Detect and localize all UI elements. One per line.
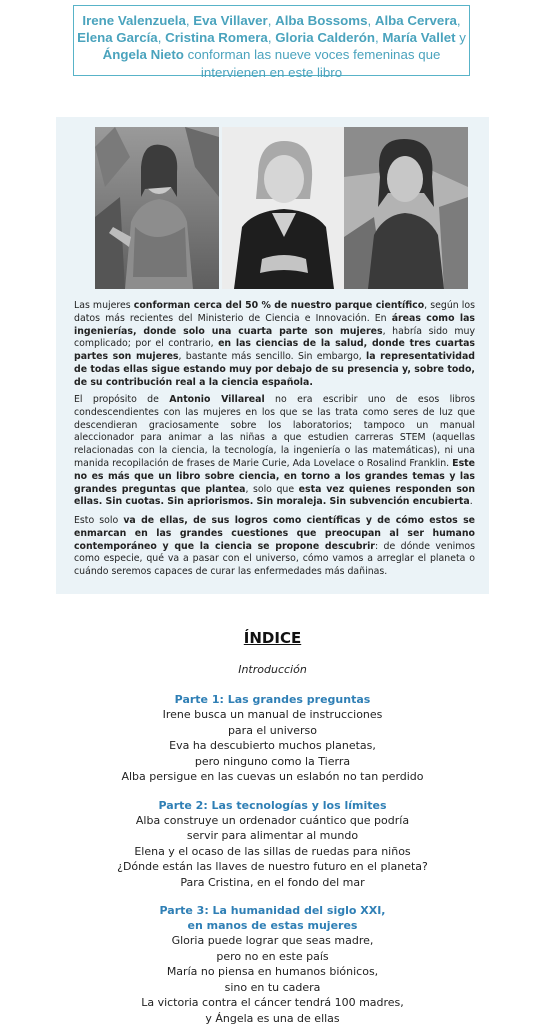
part-heading: en manos de estas mujeres (0, 918, 545, 933)
text-run: , bastante más sencillo. Sin embargo, (179, 351, 366, 362)
toc-part-1 (0, 692, 545, 785)
toc-entry: Irene busca un manual de instrucciones (0, 707, 545, 723)
toc-entry: Elena y el ocaso de las sillas de ruedas para niños (0, 844, 545, 860)
part-heading: Parte 2: Las tecnologías y los límites (0, 798, 545, 813)
toc-entry: sino en tu cadera (0, 980, 545, 996)
text-run: no era escribir uno de esos libros condescendientes con las mujeres en los que se las trata como seres de luz que descendieran graciosamente sobre los laboratorios; tampoco un manual aleccionador para animar a las niñas a que estudien carreras STEM (aquellas relacionadas con la ciencia, la tecnología, la ingeniería o las matemáticas), ni una manida recopilación de frases de Marie Curie, Ada Lovelace o Rosalind Franklin. (74, 394, 475, 469)
contributor-name: Eva Villaver (193, 13, 267, 28)
contributor-name: Irene Valenzuela (82, 13, 185, 28)
photo-woman-coast (344, 127, 468, 289)
contributor-name: Alba Bossoms (275, 13, 367, 28)
text-run: . (470, 496, 473, 507)
contributor-name: Gloria Calderón (275, 30, 375, 45)
toc-entry: Eva ha descubierto muchos planetas, (0, 738, 545, 754)
separator: , (367, 13, 374, 28)
text-run-bold: en las ciencias de la salud, donde tres cuartas partes son mujeres (74, 338, 475, 362)
separator: , (186, 13, 193, 28)
toc-entry: ¿Dónde están las llaves de nuestro futuro en el planeta? (0, 859, 545, 875)
text-run-bold: la representatividad de todas ellas sigue estando muy por debajo de su presencia y, sobre todo, de su contribución real a la ciencia española. (74, 351, 475, 388)
contributor-name: Elena García (77, 30, 158, 45)
toc-entry: Para Cristina, en el fondo del mar (0, 875, 545, 891)
contributor-name: Alba Cervera (375, 13, 457, 28)
text-run-bold: áreas como las ingenierías, donde solo una cuarta parte son mujeres (74, 313, 475, 337)
text-run: Esto solo (74, 515, 123, 526)
toc-entry: pero no en este país (0, 949, 545, 965)
toc-part-2 (0, 798, 545, 891)
separator: , (268, 13, 275, 28)
text-run: : de dónde venimos como especie, qué va a pasar con el universo, cómo vamos a arreglar el planeta o cuándo seremos capaces de curar las enfermedades más dañinas. (74, 541, 475, 578)
toc-entry: servir para alimentar al mundo (0, 828, 545, 844)
toc-entry: pero ninguno como la Tierra (0, 754, 545, 770)
contributors-box (73, 5, 470, 76)
photo-woman-outdoors (95, 127, 219, 289)
contributors-tail: conforman las nueve voces femeninas que intervienen en este libro (184, 47, 441, 79)
summary-panel (56, 117, 489, 594)
text-run: El propósito de (74, 394, 169, 405)
toc-entry: y Ángela es una de ellas (0, 1011, 545, 1026)
toc-part-3 (0, 903, 545, 1026)
text-run: , solo que (245, 484, 298, 495)
text-run: , según los datos más recientes del Ministerio de Ciencia e Innovación. En (74, 300, 475, 324)
toc-entry: Alba construye un ordenador cuántico que podría (0, 813, 545, 829)
photo-woman-blazer (222, 127, 346, 289)
text-run: , habría sido muy complicado; por el contrario, (74, 326, 475, 350)
contributor-name: Cristina Romera (165, 30, 268, 45)
text-run-bold: esta vez quienes responden son ellas. Sin cuotas. Sin apriorismos. Sin moraleja. Sin subvención encubierta (74, 484, 475, 508)
toc-introduction: Introducción (0, 663, 545, 677)
separator: , (457, 13, 461, 28)
toc-title: ÍNDICE (0, 628, 545, 648)
paragraph-purpose (74, 394, 475, 509)
separator: y (456, 30, 466, 45)
text-run-bold: va de ellas, de sus logros como científicas y de cómo estos se enmarcan en las grandes cuestiones que preocupan al ser humano contemporáneo y que la ciencia se propone descubrir (74, 515, 475, 552)
paragraph-representation (74, 300, 475, 390)
text-run-bold: Antonio Villareal (169, 394, 264, 405)
paragraph-scope (74, 515, 475, 579)
part-heading: Parte 3: La humanidad del siglo XXI, (0, 903, 545, 918)
toc-entry: Alba persigue en las cuevas un eslabón no tan perdido (0, 769, 545, 785)
toc-entry: La victoria contra el cáncer tendrá 100 madres, (0, 995, 545, 1011)
table-of-contents (0, 628, 545, 1026)
contributor-name: María Vallet (382, 30, 455, 45)
text-run-bold: conforman cerca del 50 % de nuestro parque científico (134, 300, 424, 311)
toc-entry: Gloria puede lograr que seas madre, (0, 933, 545, 949)
toc-entry: para el universo (0, 723, 545, 739)
text-run: Las mujeres (74, 300, 134, 311)
contributor-name: Ángela Nieto (103, 47, 184, 62)
separator: , (158, 30, 165, 45)
toc-entry: María no piensa en humanos biónicos, (0, 964, 545, 980)
part-heading: Parte 1: Las grandes preguntas (0, 692, 545, 707)
separator: , (375, 30, 382, 45)
text-run-bold: Este no es más que un libro sobre ciencia, en torno a los grandes temas y las grandes preguntas que plantea (74, 458, 475, 495)
separator: , (268, 30, 275, 45)
